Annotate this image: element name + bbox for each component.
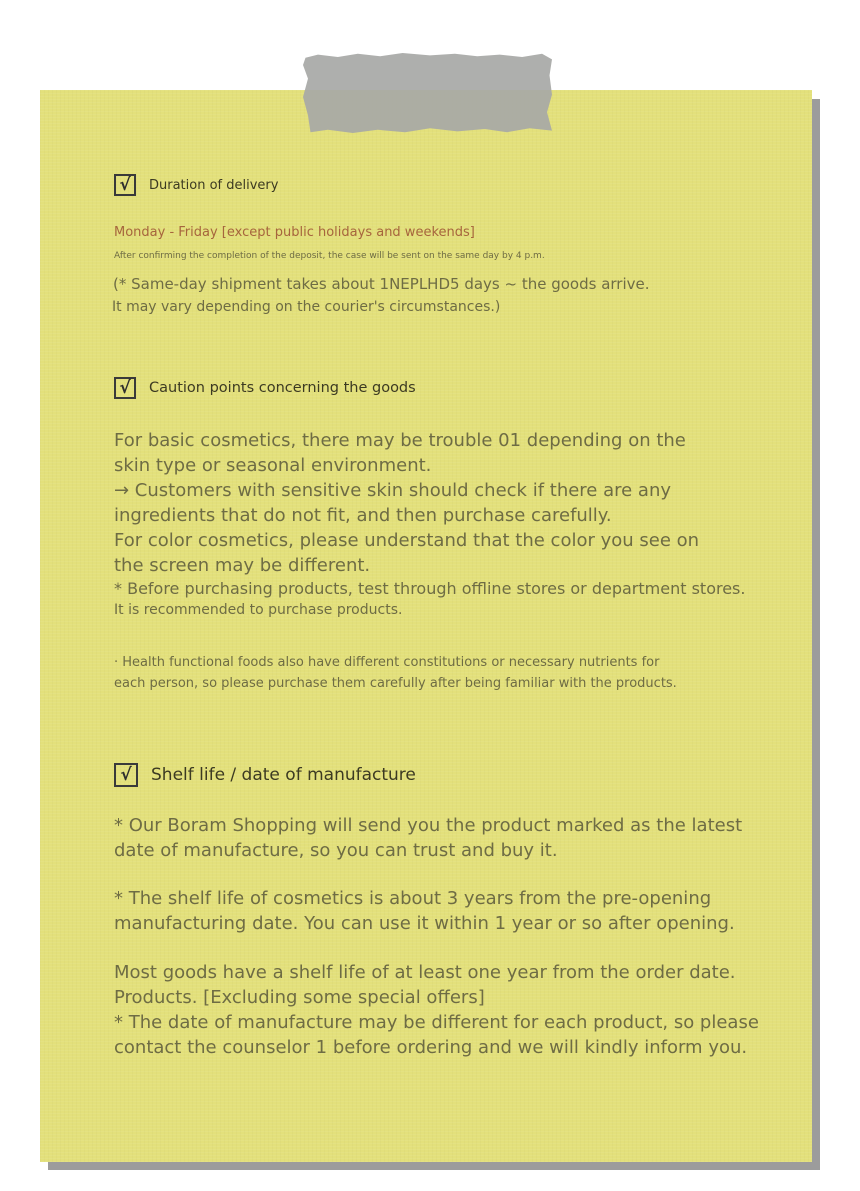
shelf-para1 xyxy=(114,813,742,863)
shelf-para1-line2: date of manufacture, so you can trust and buy it. xyxy=(114,840,558,861)
shelf-para3-line2: Products. [Excluding some special offers] xyxy=(114,987,485,1008)
caution-line: skin type or seasonal environment. xyxy=(114,455,432,476)
caution-line: ingredients that do not fit, and then purchase carefully. xyxy=(114,505,612,526)
health-note-line2: each person, so please purchase them carefully after being familiar with the products. xyxy=(114,676,677,691)
shelf-para3-line3: * The date of manufacture may be different for each product, so please xyxy=(114,1012,759,1033)
delivery-cutoff: After confirming the completion of the deposit, the case will be sent on the same day by 4 p.m. xyxy=(114,251,545,261)
delivery-schedule: Monday - Friday [except public holidays and weekends] xyxy=(114,225,475,240)
health-note-line1: · Health functional foods also have different constitutions or necessary nutrients for xyxy=(114,655,660,670)
checkmark-icon: √ xyxy=(114,377,136,399)
caution-line: → Customers with sensitive skin should check if there are any xyxy=(114,480,672,501)
caution-line: the screen may be different. xyxy=(114,555,371,576)
shelf-para1-line1: * Our Boram Shopping will send you the product marked as the latest xyxy=(114,815,743,836)
shelf-para2-line1: * The shelf life of cosmetics is about 3 years from the pre-opening xyxy=(114,888,712,909)
delivery-heading-row xyxy=(114,174,278,196)
shelf-para3 xyxy=(114,960,759,1060)
caution-body xyxy=(114,428,699,578)
delivery-note-line1: (* Same-day shipment takes about 1NEPLHD5 days ~ the goods arrive. xyxy=(113,275,650,293)
shelf-para3-line1: Most goods have a shelf life of at least one year from the order date. xyxy=(114,962,736,983)
caution-tip-line1: * Before purchasing products, test through offline stores or department stores. xyxy=(114,579,746,598)
checkmark-icon: √ xyxy=(114,174,136,196)
shelf-para2 xyxy=(114,886,735,936)
caution-tip-line2: It is recommended to purchase products. xyxy=(114,602,403,618)
tape-strip xyxy=(303,53,552,133)
caution-heading: Caution points concerning the goods xyxy=(149,380,416,396)
delivery-note-line2: It may vary depending on the courier's circumstances.) xyxy=(112,299,501,315)
health-note xyxy=(114,652,677,694)
shelf-heading: Shelf life / date of manufacture xyxy=(151,765,416,785)
caution-line: For basic cosmetics, there may be trouble 01 depending on the xyxy=(114,430,686,451)
caution-line: For color cosmetics, please understand that the color you see on xyxy=(114,530,700,551)
checkmark-icon: √ xyxy=(114,763,138,787)
shelf-para3-line4: contact the counselor 1 before ordering and we will kindly inform you. xyxy=(114,1037,748,1058)
shelf-heading-row xyxy=(114,763,416,787)
caution-heading-row xyxy=(114,377,416,399)
delivery-heading: Duration of delivery xyxy=(149,177,279,193)
shelf-para2-line2: manufacturing date. You can use it within 1 year or so after opening. xyxy=(114,913,735,934)
